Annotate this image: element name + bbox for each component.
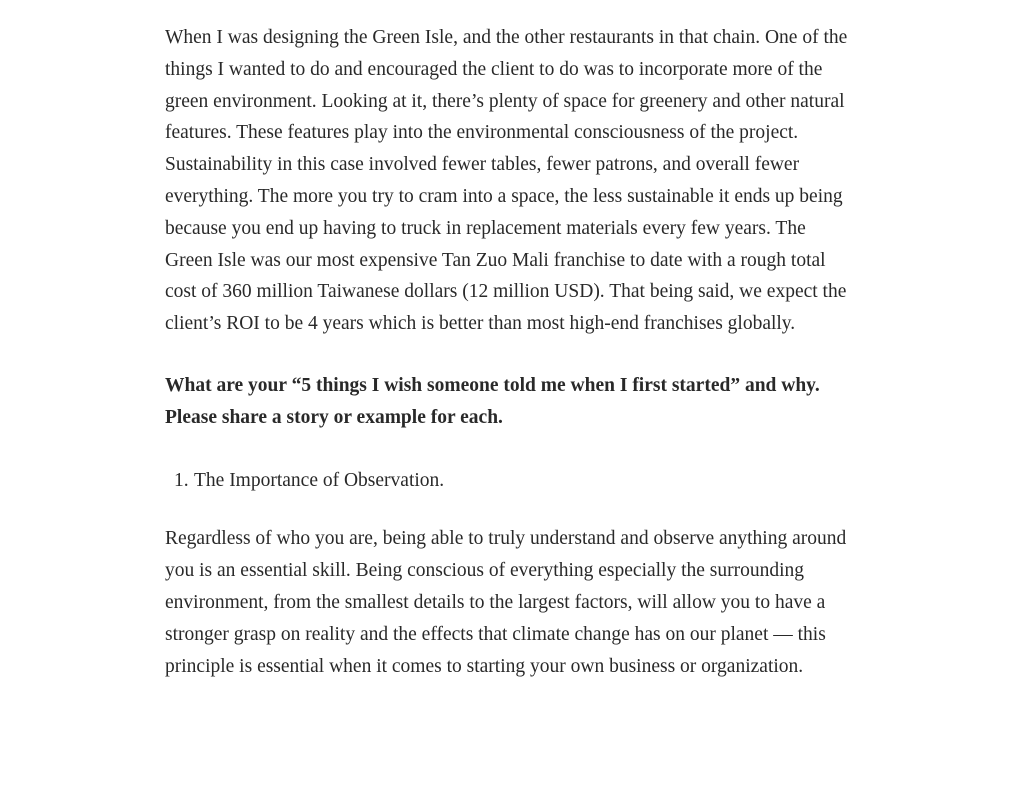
article-paragraph: Regardless of who you are, being able to truly understand and observe anything around you is an essential skill. Being conscious of everything especially the surrounding environment, from the smallest details to the largest factors, will allow you to have a stronger grasp on reality and the effects that climate change has on our planet — this principle is essential when it comes to starting your own business or organization. (165, 528, 847, 677)
list-item (174, 465, 855, 497)
article-body (165, 22, 855, 682)
list-item-text: The Importance of Observation. (194, 469, 445, 491)
numbered-list (165, 465, 855, 497)
list-item-number: 1. (174, 469, 189, 491)
article-paragraph: When I was designing the Green Isle, and the other restaurants in that chain. One of the things I wanted to do and encouraged the client to do was to incorporate more of the green environment. Looking at it, there’s plenty of space for greenery and other natural features. These features play into the environmental consciousness of the project. Sustainability in this case involved fewer tables, fewer patrons, and overall fewer everything. The more you try to cram into a space, the less sustainable it ends up being because you end up having to truck in replacement materials every few years. The Green Isle was our most expensive Tan Zuo Mali franchise to date with a rough total cost of 360 million Taiwanese dollars (12 million USD). That being said, we expect the client’s ROI to be 4 years which is better than most high-end franchises globally. (165, 27, 848, 335)
interview-question: What are your “5 things I wish someone told me when I first started” and why. Please share a story or example for each. (165, 374, 820, 428)
